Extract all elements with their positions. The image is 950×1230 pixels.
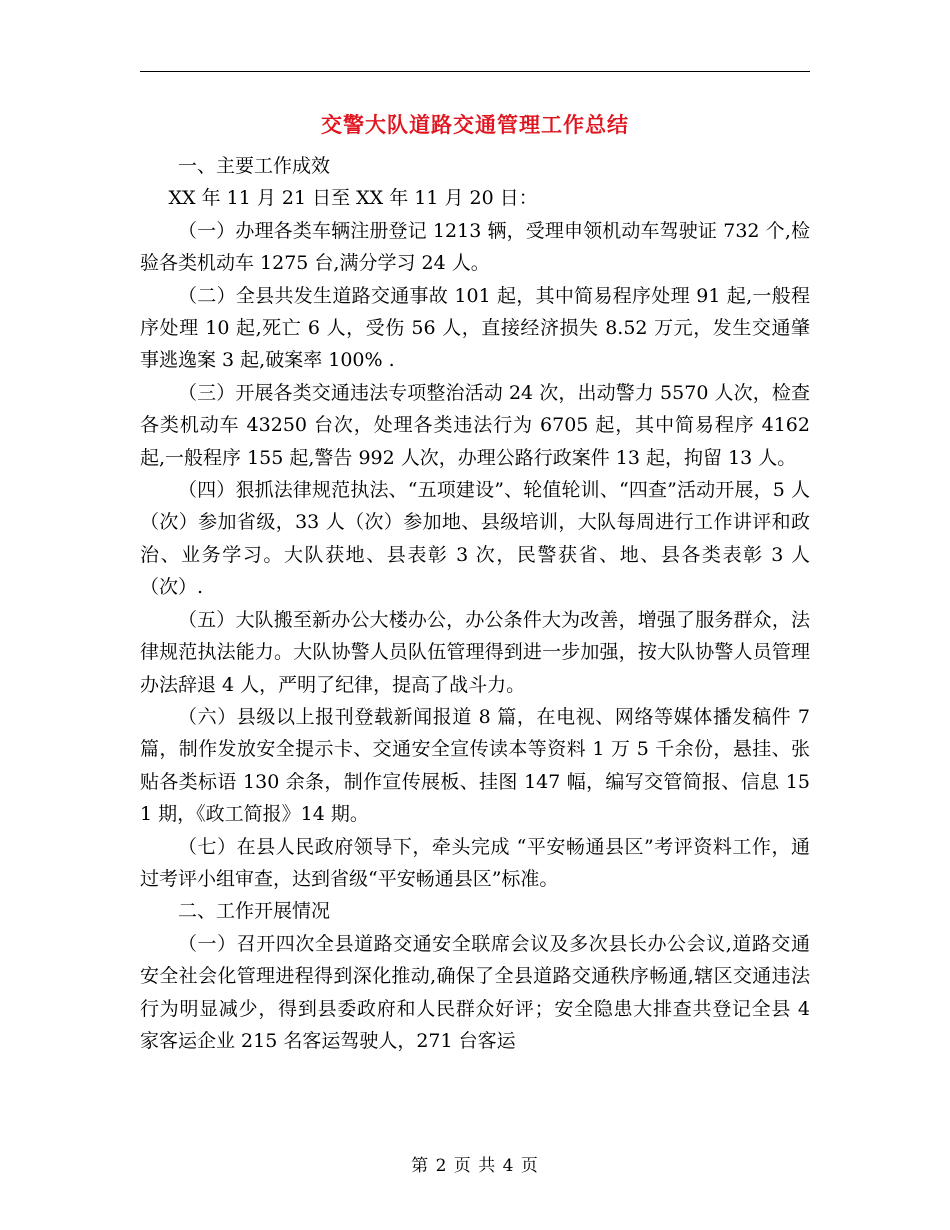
date-range: XX 年 11 月 21 日至 XX 年 11 月 20 日： — [168, 187, 538, 210]
paragraph-4: （四）狠抓法律规范执法、“五项建设”、轮值轮训、“四查”活动开展，5 人（次）参加省级，33 人（次）参加地、县级培训，大队每周进行工作讲评和政治、业务学习。大队获地、县表彰 3 次，民警获省、地、县各类表彰 3 人（次）. — [140, 479, 810, 599]
paragraph-3: （三）开展各类交通违法专项整治活动 24 次，出动警力 5570 人次，检查各类机动车 43250 台次，处理各类违法行为 6705 起，其中简易程序 4162 起,一般程序 155 起,警告 992 人次，办理公路行政案件 13 起，拘留 13 人。 — [140, 381, 810, 469]
paragraph-5: （五）大队搬至新办公大楼办公，办公条件大为改善，增强了服务群众，法律规范执法能力。大队协警人员队伍管理得到进一步加强，按大队协警人员管理办法辞退 4 人，严明了纪律，提高了战斗力。 — [140, 608, 810, 696]
paragraph-1: （一）办理各类车辆注册登记 1213 辆，受理申领机动车驾驶证 732 个,检验各类机动车 1275 台,满分学习 24 人。 — [140, 219, 810, 275]
paragraph-8: （一）召开四次全县道路交通安全联席会议及多次县长办公会议,道路交通安全社会化管理进程得到深化推动,确保了全县道路交通秩序畅通,辖区交通违法行为明显减少，得到县委政府和人民群众好评；安全隐患大排查共登记全县 4 家客运企业 215 名客运驾驶人，271 台客运 — [140, 932, 810, 1052]
document-body — [140, 150, 810, 1057]
page-number-footer: 第 2 页 共 4 页 — [411, 1156, 539, 1176]
section-heading-1: 一、主要工作成效 — [178, 155, 331, 177]
header-rule — [140, 71, 810, 72]
paragraph-6: （六）县级以上报刊登载新闻报道 8 篇，在电视、网络等媒体播发稿件 7 篇，制作发放安全提示卡、交通安全宣传读本等资料 1 万 5 千余份，悬挂、张贴各类标语 130 余条，制作宣传展板、挂图 147 幅，编写交管简报、信息 151 期，《政工简报》14 期。 — [140, 705, 810, 826]
paragraph-2: （二）全县共发生道路交通事故 101 起，其中简易程序处理 91 起,一般程序处理 10 起,死亡 6 人，受伤 56 人，直接经济损失 8.52 万元，发生交通肇事逃逸案 3 起,破案率 100% . — [140, 284, 810, 372]
document-title: 交警大队道路交通管理工作总结 — [321, 112, 629, 137]
paragraph-7: （七）在县人民政府领导下，牵头完成 “平安畅通县区”考评资料工作，通过考评小组审查，达到省级“平安畅通县区”标准。 — [140, 835, 810, 890]
section-heading-2: 二、工作开展情况 — [178, 900, 331, 923]
